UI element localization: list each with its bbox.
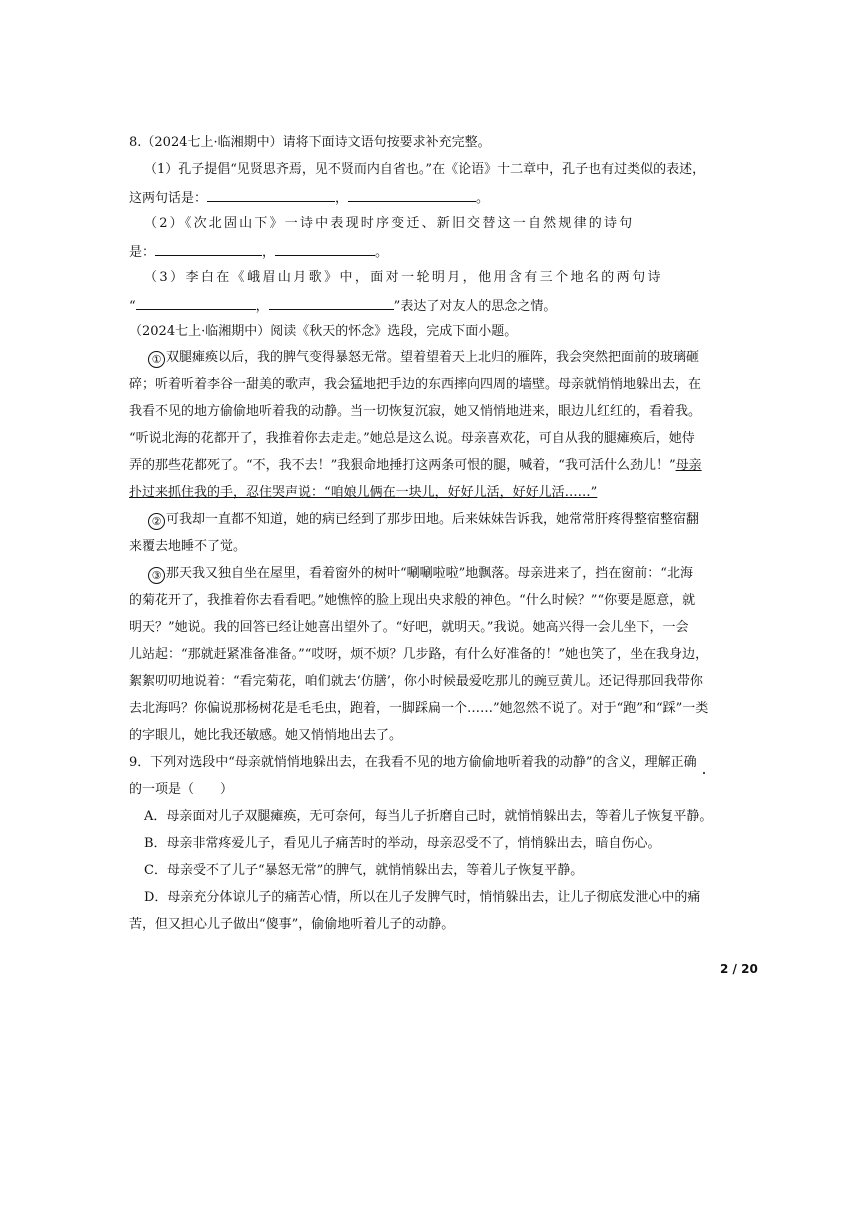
paragraph-3-line-3: 明天？”她说。我的回答已经让她喜出望外了。“好吧，就明天。”我说。她高兴得一会儿坐下，一会 — [129, 620, 689, 635]
underlined-sentence: 扑过来抓住我的手，忍住哭声说：“咱娘儿俩在一块儿，好好儿活，好好儿活……” — [129, 485, 598, 500]
paragraph-1-line-3: 我看不见的地方偷偷地听着我的动静。当一切恢复沉寂，她又悄悄地进来，眼边儿红红的，看着我。 — [129, 404, 702, 419]
paragraph-3-line-5: 絮絮叨叨地说着：“看完菊花，咱们就去‘仿膳’，你小时候最爱吃那儿的豌豆黄儿。还记得那回我带你 — [129, 674, 703, 689]
q9-option-b[interactable]: B．母亲非常疼爱儿子，看见儿子痛苦时的举动，母亲忍受不了，悄悄躲出去，暗自伤心。 — [144, 836, 661, 851]
q9-option-d-line-2[interactable]: 苦，但又担心儿子做出“傻事”，偷偷地听着儿子的动静。 — [129, 917, 455, 932]
q8-part1-text: （1）孔子提倡“见贤思齐焉，见不贤而内自省也。”在《论语》十二章中，孔子也有过类似的表述， — [144, 162, 706, 177]
answer-blank[interactable] — [269, 297, 394, 310]
q8-part2-answer-line — [129, 243, 388, 261]
paragraph-3-line-6: 去北海吗？你偏说那杨树花是毛毛虫，跑着，一脚踩扁一个……”她忽然不说了。对于“跑”和“踩”一类 — [129, 701, 709, 716]
underlined-sentence-start: 母亲 — [675, 458, 702, 473]
comma: ， — [262, 245, 276, 260]
answer-blank[interactable] — [348, 189, 476, 202]
comma: ， — [255, 299, 269, 314]
answer-blank[interactable] — [207, 189, 335, 202]
paragraph-3-line-4: 儿站起：“那就赶紧准备准备。”“哎呀，烦不烦？几步路，有什么好准备的！”她也笑了，坐在我身边， — [129, 647, 709, 662]
comma: ， — [335, 191, 349, 206]
q8-part1-label: 这两句话是： — [129, 191, 208, 206]
q8-part3-text: （3）李白在《峨眉山月歌》中，面对一轮明月，他用含有三个地名的两句诗 — [144, 270, 663, 285]
paragraph-number-3: ③ — [148, 567, 165, 584]
reading-intro: （2024七上·临湘期中）阅读《秋天的怀念》选段，完成下面小题。 — [129, 324, 518, 339]
period: 。 — [476, 191, 490, 206]
q8-part3-end: ”表达了对友人的思念之情。 — [393, 299, 557, 314]
paragraph-1-line-2: 碎；听着听着李谷一甜美的歌声，我会猛地把手边的东西摔向四周的墙壁。母亲就悄悄地躲出去，在 — [129, 377, 702, 392]
q9-option-a[interactable]: A．母亲面对儿子双腿瘫痪，无可奈何，每当儿子折磨自己时，就悄悄躲出去，等着儿子恢复平静。 — [144, 809, 713, 824]
q8-part2-text: （2）《次北固山下》一诗中表现时序变迁、新旧交替这一自然规律的诗句 — [144, 216, 635, 231]
q9-stem-line-2: 的一项是（ ） — [129, 782, 234, 797]
paragraph-number-1: ① — [148, 351, 165, 368]
q8-stem: 8.（2024七上·临湘期中）请将下面诗文语句按要求补充完整。 — [129, 135, 491, 150]
q8-part2-label: 是： — [129, 245, 156, 260]
paragraph-1-line-4: “听说北海的花都开了，我推着你去走走。”她总是这么说。母亲喜欢花，可自从我的腿瘫痪后，她侍 — [129, 431, 695, 446]
paragraph-3-line-1: ③ 那天我又独自坐在屋里，看着窗外的树叶“唰唰啦啦”地飘落。母亲进来了，挡在窗前：“北海 — [148, 566, 693, 584]
q9-option-d-line-1[interactable]: D．母亲充分体谅儿子的痛苦心情，所以在儿子发脾气时，悄悄躲出去，让儿子彻底发泄心中的痛 — [144, 890, 701, 905]
paragraph-2-line-2: 来覆去地睡不了觉。 — [129, 539, 247, 554]
paragraph-3-line-2: 的菊花开了，我推着你去看看吧。”她憔悴的脸上现出央求般的神色。“什么时候？”“你要是愿意，就 — [129, 593, 696, 608]
paragraph-1-line-1: ① 双腿瘫痪以后，我的脾气变得暴怒无常。望着望着天上北归的雁阵，我会突然把面前的玻璃砸 — [148, 350, 699, 368]
open-quote: “ — [129, 299, 136, 314]
page-number: 2 / 20 — [720, 962, 758, 976]
period: 。 — [375, 245, 389, 260]
emphasis-dot — [703, 772, 705, 774]
q8-part3-answer-line — [129, 297, 556, 315]
q9-stem-line-1: 9．下列对选段中“母亲就悄悄地躲出去，在我看不见的地方偷偷地听着我的动静”的含义，理解正确 — [129, 755, 697, 770]
q8-part1-answer-line — [129, 189, 489, 207]
paragraph-1-line-5: 弄的那些花都死了。“不，我不去！”我狠命地捶打这两条可恨的腿，喊着，“我可活什么劲儿！”母亲 — [129, 458, 702, 473]
paragraph-2-line-1: ② 可我却一直都不知道，她的病已经到了那步田地。后来妹妹告诉我，她常常肝疼得整宿整宿翻 — [148, 512, 699, 530]
paragraph-number-2: ② — [148, 513, 165, 530]
answer-blank[interactable] — [136, 297, 256, 310]
answer-blank[interactable] — [155, 243, 262, 256]
answer-blank[interactable] — [275, 243, 375, 256]
q9-option-c[interactable]: C．母亲受不了儿子“暴怒无常”的脾气，就悄悄躲出去，等着儿子恢复平静。 — [144, 863, 584, 878]
paragraph-3-line-7: 的字眼儿，她比我还敏感。她又悄悄地出去了。 — [129, 728, 403, 743]
